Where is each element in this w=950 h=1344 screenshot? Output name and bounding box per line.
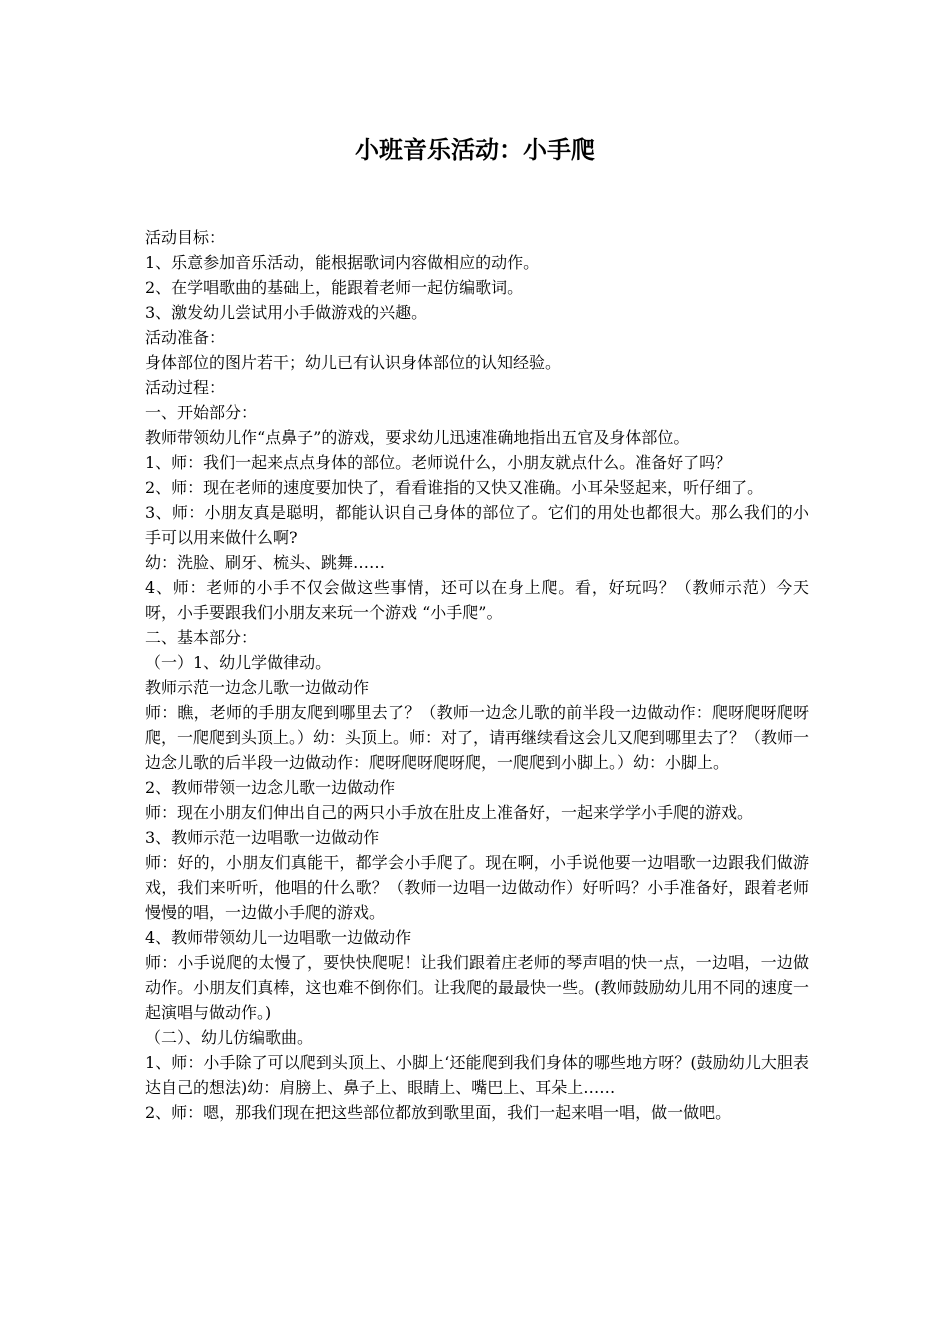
paragraph: 2、师：嗯，那我们现在把这些部位都放到歌里面，我们一起来唱一唱，做一做吧。 (145, 1103, 732, 1122)
section-heading-process: 活动过程： (145, 378, 226, 397)
paragraph: 师：小手说爬的太慢了，要快快爬呢！让我们跟着庄老师的琴声唱的快一点，一边唱，一边做动作。小朋友们真棒，这也难不倒你们。让我爬的最最快一些。(教师鼓励幼儿用不同的速度一起演唱与做动作。) (145, 953, 809, 1022)
paragraph: 师：好的，小朋友们真能干，都学会小手爬了。现在啊，小手说他要一边唱歌一边跟我们做游戏，我们来听听，他唱的什么歌？（教师一边唱一边做动作）好听吗？小手准备好，跟着老师慢慢的唱，一边做小手爬的游戏。 (145, 853, 809, 922)
subsection-heading-basic: 二、基本部分： (145, 628, 258, 647)
paragraph: 2、在学唱歌曲的基础上，能跟着老师一起仿编歌词。 (145, 278, 524, 297)
paragraph: 1、乐意参加音乐活动，能根据歌词内容做相应的动作。 (145, 253, 540, 272)
document-body (145, 225, 809, 1125)
paragraph: 3、激发幼儿尝试用小手做游戏的兴趣。 (145, 303, 428, 322)
paragraph: 3、教师示范一边唱歌一边做动作 (145, 828, 380, 847)
paragraph: 4、教师带领幼儿一边唱歌一边做动作 (145, 928, 412, 947)
paragraph: 1、师：我们一起来点点身体的部位。老师说什么，小朋友就点什么。准备好了吗？ (145, 453, 732, 472)
section-heading-goals: 活动目标： (145, 228, 226, 247)
section-heading-preparation: 活动准备： (145, 328, 226, 347)
paragraph: （一）1、幼儿学做律动。 (145, 653, 332, 672)
paragraph: 2、师：现在老师的速度要加快了，看看谁指的又快又准确。小耳朵竖起来，听仔细了。 (145, 478, 764, 497)
document-title: 小班音乐活动：小手爬 (355, 135, 595, 164)
paragraph: 3、师：小朋友真是聪明，都能认识自己身体的部位了。它们的用处也都很大。那么我们的小手可以用来做什么啊? (145, 503, 809, 547)
paragraph: 教师示范一边念儿歌一边做动作 (145, 678, 370, 697)
paragraph: 4、师：老师的小手不仅会做这些事情，还可以在身上爬。看，好玩吗？（教师示范）今天呀，小手要跟我们小朋友来玩一个游戏 “小手爬”。 (145, 578, 809, 622)
paragraph: 师：瞧，老师的手朋友爬到哪里去了？（教师一边念儿歌的前半段一边做动作：爬呀爬呀爬呀爬，一爬爬到头顶上。）幼：头顶上。师：对了，请再继续看这会儿又爬到哪里去了？（教师一边念儿歌的后半段一边做动作：爬呀爬呀爬呀爬，一爬爬到小脚上。）幼：小脚上。 (145, 703, 810, 772)
paragraph: 2、教师带领一边念儿歌一边做动作 (145, 778, 396, 797)
paragraph: （二）、幼儿仿编歌曲。 (145, 1028, 314, 1047)
paragraph: 幼：洗脸、刷牙、梳头、跳舞…… (145, 553, 386, 572)
paragraph: 身体部位的图片若干；幼儿已有认识身体部位的认知经验。 (145, 353, 562, 372)
paragraph: 1、师：小手除了可以爬到头顶上、小脚上‘还能爬到我们身体的哪些地方呀？(鼓励幼儿大胆表达自己的想法)幼：肩膀上、鼻子上、眼睛上、嘴巴上、耳朵上…… (145, 1053, 809, 1097)
paragraph: 师：现在小朋友们伸出自己的两只小手放在肚皮上准备好，一起来学学小手爬的游戏。 (145, 803, 754, 822)
subsection-heading-start: 一、开始部分： (145, 403, 258, 422)
paragraph: 教师带领幼儿作“点鼻子”的游戏，要求幼儿迅速准确地指出五官及身体部位。 (145, 428, 690, 447)
